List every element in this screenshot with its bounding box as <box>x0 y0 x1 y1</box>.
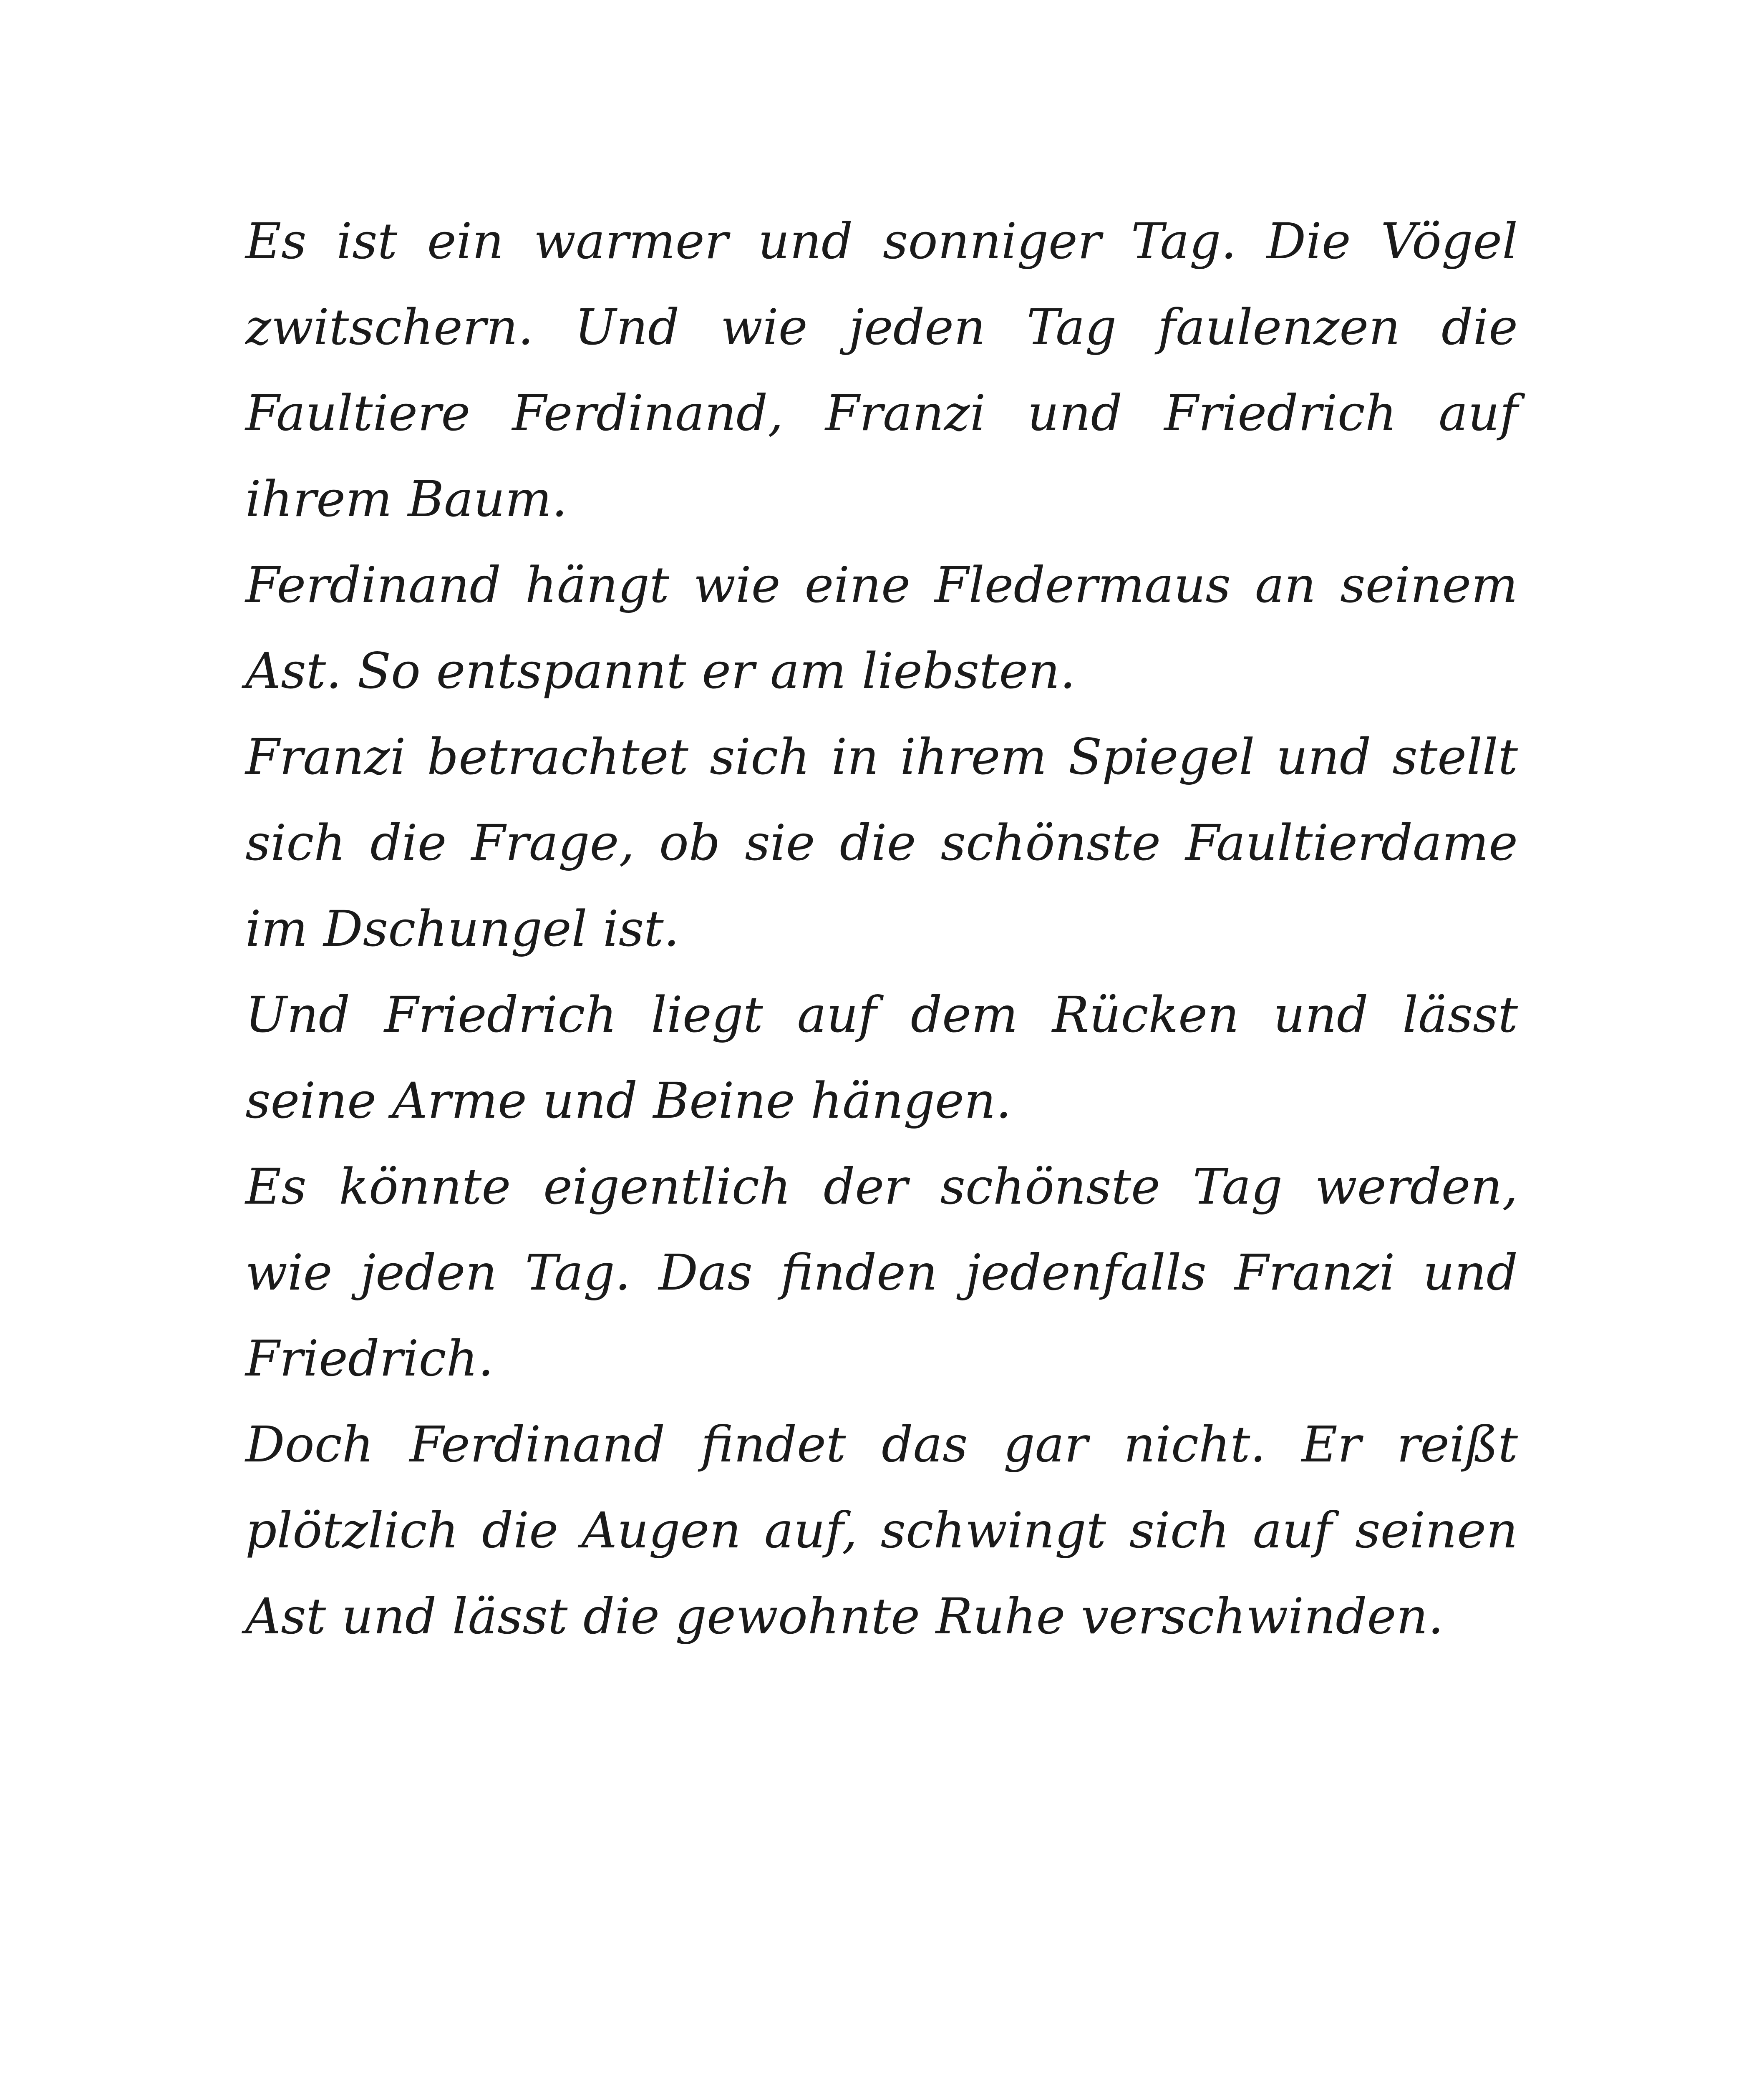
paragraph-1: Es ist ein warmer und sonniger Tag. Die Vögel zwitschern. Und wie jeden Tag faulenzen die Faultiere Ferdinand, Franzi und Friedrich auf ihrem Baum. <box>245 212 1518 528</box>
paragraph-3: Franzi betrachtet sich in ihrem Spiegel und stellt sich die Frage, ob sie die schönste Faultierdame im Dschungel ist. <box>245 728 1518 957</box>
paragraph-4: Und Friedrich liegt auf dem Rücken und lässt seine Arme und Beine hängen. <box>245 986 1518 1129</box>
story-text <box>245 198 1518 1659</box>
paragraph-5: Es könnte eigentlich der schönste Tag werden, wie jeden Tag. Das finden jedenfalls Franzi und Friedrich. <box>245 1158 1518 1387</box>
paragraph-2: Ferdinand hängt wie eine Fledermaus an seinem Ast. So entspannt er am liebsten. <box>245 556 1518 700</box>
paragraph-6: Doch Ferdinand findet das gar nicht. Er reißt plötzlich die Augen auf, schwingt sich auf seinen Ast und lässt die gewohnte Ruhe verschwinden. <box>245 1416 1518 1645</box>
